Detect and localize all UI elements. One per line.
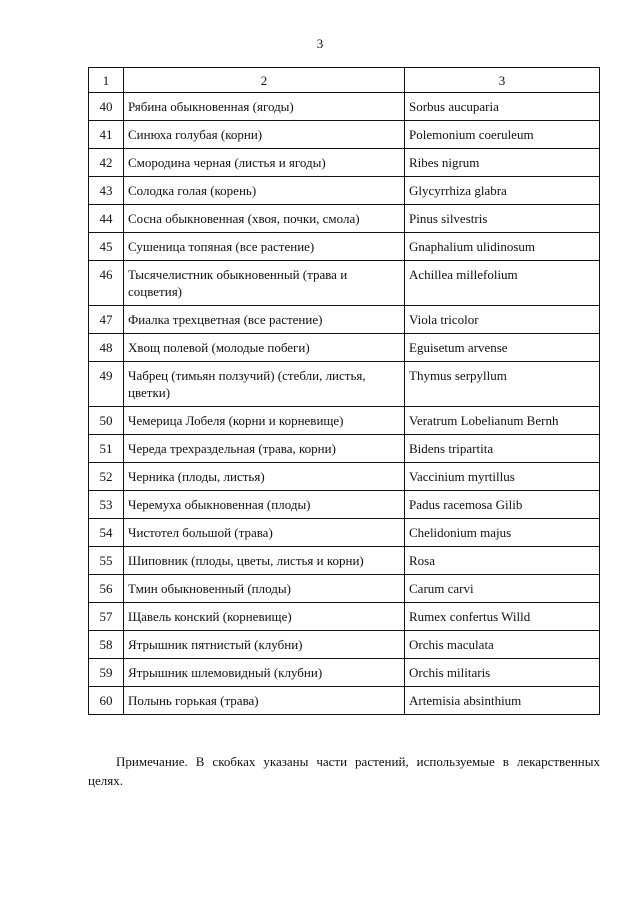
table-row xyxy=(89,491,600,519)
plant-name: Тмин обыкновенный (плоды) xyxy=(124,575,405,603)
plant-name: Сосна обыкновенная (хвоя, почки, смола) xyxy=(124,205,405,233)
column-header-name: 2 xyxy=(124,68,405,93)
table-row xyxy=(89,519,600,547)
plant-name: Чемерица Лобеля (корни и корневище) xyxy=(124,407,405,435)
latin-name: Polemonium coeruleum xyxy=(405,121,600,149)
column-header-latin: 3 xyxy=(405,68,600,93)
plant-name: Ятрышник пятнистый (клубни) xyxy=(124,631,405,659)
latin-name: Achillea millefolium xyxy=(405,261,600,306)
row-number: 56 xyxy=(89,575,124,603)
latin-name: Chelidonium majus xyxy=(405,519,600,547)
row-number: 40 xyxy=(89,93,124,121)
plant-name: Шиповник (плоды, цветы, листья и корни) xyxy=(124,547,405,575)
row-number: 55 xyxy=(89,547,124,575)
table-row xyxy=(89,407,600,435)
latin-name: Rumex confertus Willd xyxy=(405,603,600,631)
latin-name: Thymus serpyllum xyxy=(405,362,600,407)
latin-name: Artemisia absinthium xyxy=(405,687,600,715)
latin-name: Gnaphalium ulidinosum xyxy=(405,233,600,261)
row-number: 59 xyxy=(89,659,124,687)
table-row xyxy=(89,177,600,205)
table-row xyxy=(89,334,600,362)
plant-name: Солодка голая (корень) xyxy=(124,177,405,205)
page-number: 3 xyxy=(316,36,324,51)
latin-name: Eguisetum arvense xyxy=(405,334,600,362)
latin-name: Carum carvi xyxy=(405,575,600,603)
plant-name: Ятрышник шлемовидный (клубни) xyxy=(124,659,405,687)
latin-name: Rosa xyxy=(405,547,600,575)
plant-name: Хвощ полевой (молодые побеги) xyxy=(124,334,405,362)
latin-name: Pinus silvestris xyxy=(405,205,600,233)
row-number: 42 xyxy=(89,149,124,177)
table-row xyxy=(89,205,600,233)
latin-name: Orchis militaris xyxy=(405,659,600,687)
plant-name: Щавель конский (корневище) xyxy=(124,603,405,631)
row-number: 60 xyxy=(89,687,124,715)
plant-name: Полынь горькая (трава) xyxy=(124,687,405,715)
row-number: 41 xyxy=(89,121,124,149)
row-number: 58 xyxy=(89,631,124,659)
latin-name: Vaccinium myrtillus xyxy=(405,463,600,491)
plant-name: Чистотел большой (трава) xyxy=(124,519,405,547)
plant-name: Фиалка трехцветная (все растение) xyxy=(124,306,405,334)
latin-name: Veratrum Lobelianum Bernh xyxy=(405,407,600,435)
plant-name: Черемуха обыкновенная (плоды) xyxy=(124,491,405,519)
row-number: 52 xyxy=(89,463,124,491)
plant-name: Черника (плоды, листья) xyxy=(124,463,405,491)
latin-name: Glycyrrhiza glabra xyxy=(405,177,600,205)
footnote: Примечание. В скобках указаны части растений, используемые в лекарственных целях. xyxy=(88,754,600,788)
latin-name: Viola tricolor xyxy=(405,306,600,334)
table-row xyxy=(89,121,600,149)
table-row xyxy=(89,149,600,177)
latin-name: Bidens tripartita xyxy=(405,435,600,463)
table-row xyxy=(89,306,600,334)
latin-name: Padus racemosa Gilib xyxy=(405,491,600,519)
plant-name: Рябина обыкновенная (ягоды) xyxy=(124,93,405,121)
row-number: 44 xyxy=(89,205,124,233)
table-row xyxy=(89,631,600,659)
plant-name: Тысячелистник обыкновенный (трава и соцветия) xyxy=(124,261,405,306)
row-number: 50 xyxy=(89,407,124,435)
table-row xyxy=(89,362,600,407)
row-number: 48 xyxy=(89,334,124,362)
table-header-row xyxy=(89,68,600,93)
table-row xyxy=(89,233,600,261)
row-number: 54 xyxy=(89,519,124,547)
row-number: 51 xyxy=(89,435,124,463)
row-number: 49 xyxy=(89,362,124,407)
plant-name: Смородина черная (листья и ягоды) xyxy=(124,149,405,177)
plant-name: Синюха голубая (корни) xyxy=(124,121,405,149)
row-number: 46 xyxy=(89,261,124,306)
table-row xyxy=(89,435,600,463)
row-number: 57 xyxy=(89,603,124,631)
row-number: 53 xyxy=(89,491,124,519)
plant-name: Сушеница топяная (все растение) xyxy=(124,233,405,261)
table-row xyxy=(89,261,600,306)
row-number: 47 xyxy=(89,306,124,334)
row-number: 45 xyxy=(89,233,124,261)
table-row xyxy=(89,575,600,603)
table-row xyxy=(89,687,600,715)
plant-name: Череда трехраздельная (трава, корни) xyxy=(124,435,405,463)
column-header-number: 1 xyxy=(89,68,124,93)
table-body xyxy=(89,93,600,715)
row-number: 43 xyxy=(89,177,124,205)
latin-name: Orchis maculata xyxy=(405,631,600,659)
table-row xyxy=(89,463,600,491)
table-row xyxy=(89,93,600,121)
medicinal-plants-table xyxy=(88,67,600,715)
table-row xyxy=(89,547,600,575)
latin-name: Ribes nigrum xyxy=(405,149,600,177)
table-row xyxy=(89,659,600,687)
plant-name: Чабрец (тимьян ползучий) (стебли, листья, цветки) xyxy=(124,362,405,407)
table-row xyxy=(89,603,600,631)
latin-name: Sorbus aucuparia xyxy=(405,93,600,121)
